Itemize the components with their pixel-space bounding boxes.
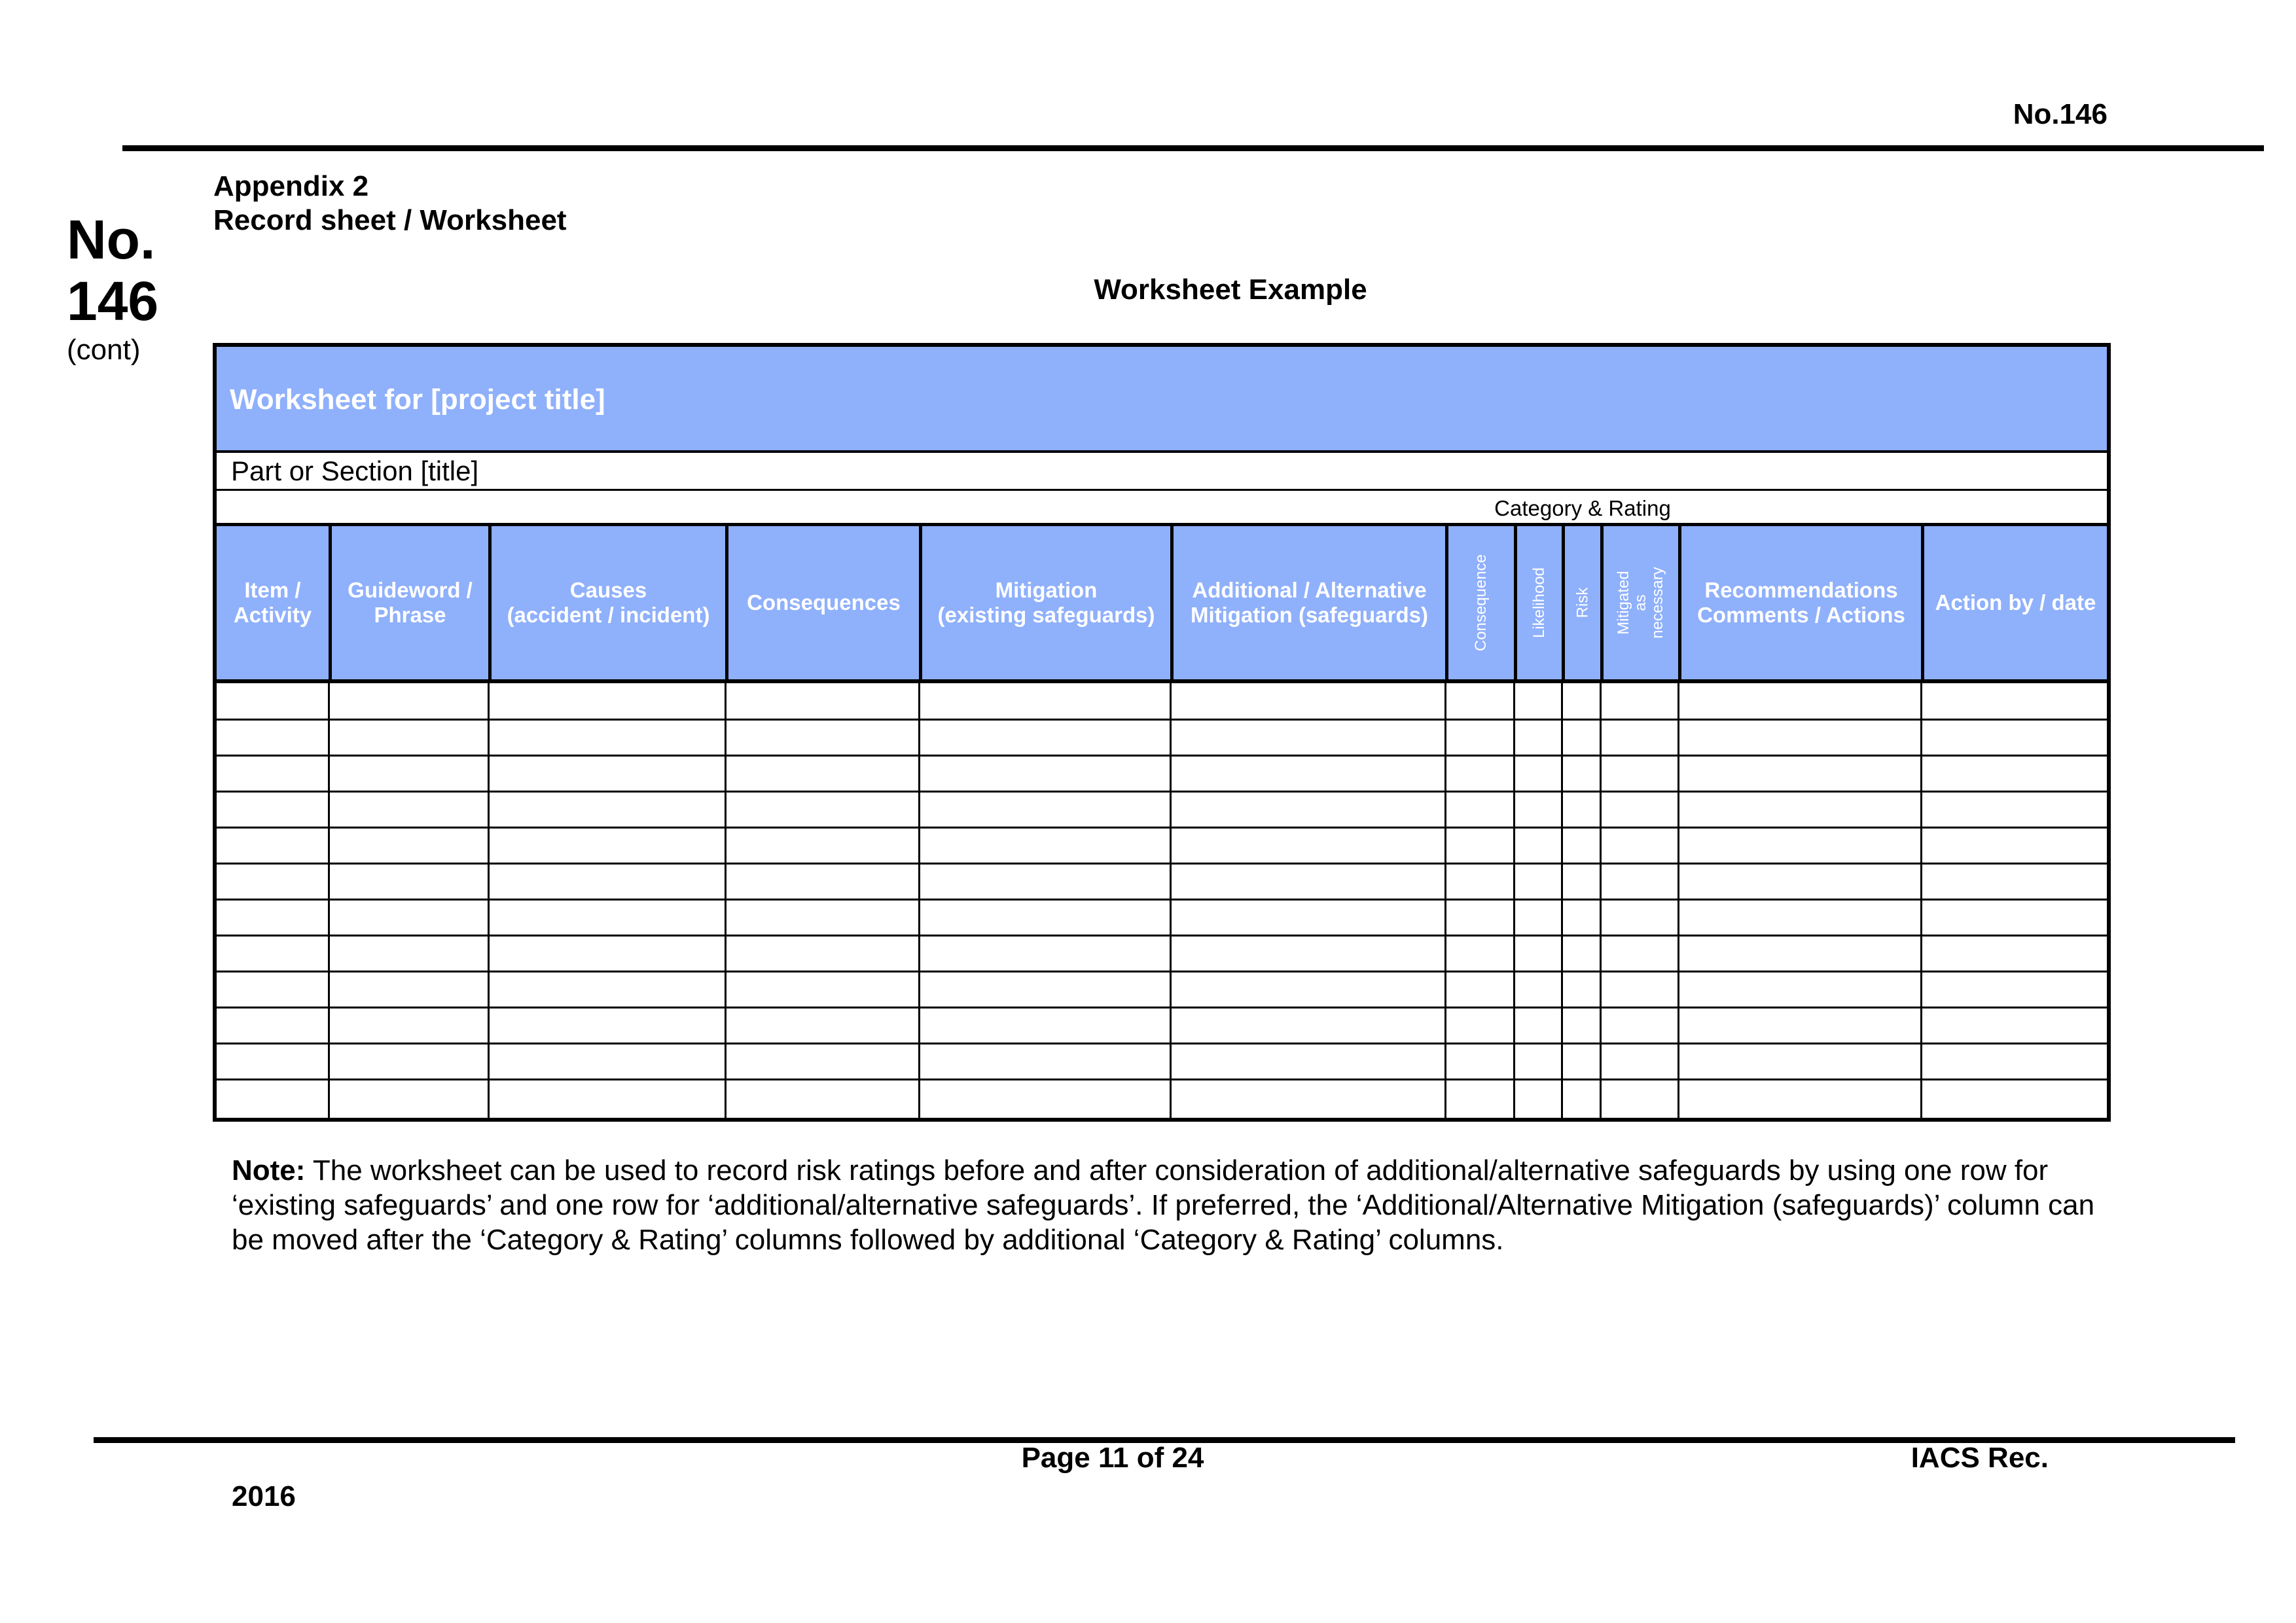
- table-row-divider: [217, 1007, 2107, 1008]
- column-header-label: Likelihood: [1530, 567, 1548, 639]
- column-header: [725, 526, 919, 683]
- worksheet-title-bar: [217, 347, 2107, 453]
- column-header-label: Mitigated as necessary: [1615, 567, 1666, 639]
- header-rule: [122, 145, 2264, 151]
- column-header: [1514, 526, 1562, 683]
- table-row-divider: [217, 1043, 2107, 1044]
- column-header: [1445, 526, 1514, 683]
- appendix-heading: Appendix 2: [213, 170, 369, 202]
- source-label: IACS Rec.: [1910, 1442, 2049, 1474]
- table-row-divider: [217, 827, 2107, 829]
- table-row-divider: [217, 719, 2107, 721]
- table-row-divider: [217, 863, 2107, 865]
- table-row-divider: [217, 935, 2107, 936]
- grid-column-divider: [918, 683, 920, 1118]
- column-header: [919, 526, 1170, 683]
- column-header: [1562, 526, 1600, 683]
- column-header-label: Consequences: [747, 590, 901, 615]
- year-label: 2016: [232, 1480, 296, 1512]
- side-label-cont: (cont): [67, 334, 141, 366]
- grid-column-divider: [1600, 683, 1602, 1118]
- grid-column-divider: [1444, 683, 1446, 1118]
- part-section-row: [217, 453, 2107, 491]
- column-header: [1170, 526, 1445, 683]
- record-sheet-heading: Record sheet / Worksheet: [213, 204, 567, 236]
- column-header-label: Guideword / Phrase: [348, 578, 473, 627]
- column-header-label: Additional / Alternative Mitigation (safeguards): [1190, 578, 1429, 627]
- column-header: [1600, 526, 1678, 683]
- grid-column-divider: [488, 683, 490, 1118]
- note-label: Note:: [232, 1154, 306, 1186]
- table-row-divider: [217, 791, 2107, 793]
- table-row-divider: [217, 971, 2107, 972]
- grid-column-divider: [1170, 683, 1172, 1118]
- category-rating-row: [217, 491, 2107, 526]
- page-number: Page 11 of 24: [1021, 1442, 1204, 1474]
- doc-number-header: No.146: [2013, 98, 2108, 130]
- column-header-label: Action by / date: [1935, 590, 2096, 615]
- column-header: [488, 526, 725, 683]
- worksheet-table: [213, 343, 2111, 1122]
- grid-column-divider: [1677, 683, 1679, 1118]
- table-row-divider: [217, 899, 2107, 901]
- column-header-label: Item / Activity: [233, 578, 312, 627]
- column-header-label: Mitigation (existing safeguards): [937, 578, 1155, 627]
- column-header-label: Recommendations Comments / Actions: [1697, 578, 1905, 627]
- worksheet-title: Worksheet for [project title]: [230, 383, 605, 416]
- column-header-label: Causes (accident / incident): [507, 578, 710, 627]
- table-row-divider: [217, 755, 2107, 757]
- part-section-title: Part or Section [title]: [231, 455, 479, 486]
- category-rating-label: Category & Rating: [1494, 496, 1671, 520]
- grid-column-divider: [1920, 683, 1922, 1118]
- grid-column-divider: [1513, 683, 1515, 1118]
- column-header: [1921, 526, 2107, 683]
- column-header: [217, 526, 329, 683]
- side-label-no: No.: [67, 209, 156, 270]
- column-header-label: Consequence: [1472, 554, 1490, 652]
- worksheet-grid: [217, 526, 2107, 1118]
- grid-column-divider: [1561, 683, 1563, 1118]
- column-header-label: Risk: [1573, 587, 1591, 618]
- note-text: The worksheet can be used to record risk ratings before and after consideration of additional/alternative safeguards by using one row for ‘existing safeguards’ and one row for ‘additional/alternative safeguards’. If preferred, the ‘Additional/Alternative Mitigation (safeguards)’ column can be moved after the ‘Category & Rating’ columns followed by additional ‘Category & Rating’ columns.: [232, 1154, 2095, 1256]
- table-row-divider: [217, 1079, 2107, 1080]
- column-header: [1678, 526, 1921, 683]
- grid-column-divider: [328, 683, 330, 1118]
- side-label-number: 146: [67, 270, 159, 332]
- column-header: [329, 526, 488, 683]
- note-paragraph: [232, 1153, 2104, 1257]
- grid-column-divider: [725, 683, 726, 1118]
- worksheet-example-title: Worksheet Example: [1094, 274, 1367, 306]
